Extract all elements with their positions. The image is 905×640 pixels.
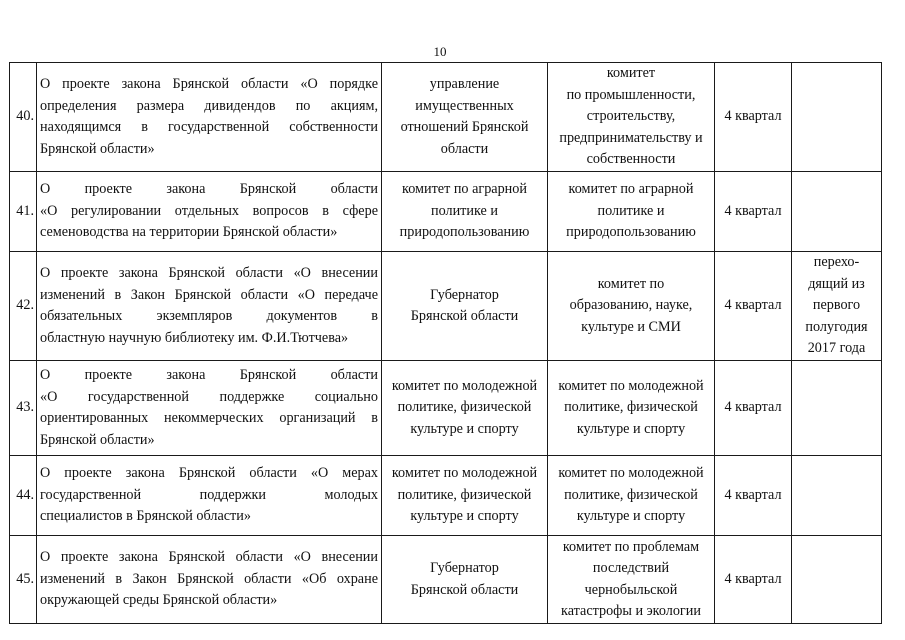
table-row xyxy=(10,361,882,456)
committee-cell xyxy=(548,172,715,252)
note-cell xyxy=(792,361,882,456)
legislative-plan-table xyxy=(9,62,882,624)
note-cell xyxy=(792,456,882,536)
committee-line: катастрофы и экологии xyxy=(561,603,701,619)
responsible-line: комитет по молодежной xyxy=(391,465,538,482)
note-cell xyxy=(792,172,882,252)
responsible-line: политике и xyxy=(431,202,498,219)
bill-title-line: государственной поддержки молодых xyxy=(40,486,378,503)
committee-line: культуре и спорту xyxy=(576,508,686,525)
bill-title-line: О проекте закона Брянской области xyxy=(40,181,378,198)
responsible-line: Губернатор xyxy=(430,286,499,303)
table-row xyxy=(10,63,882,172)
committee-line: комитет xyxy=(606,65,656,82)
period-cell: 4 квартал xyxy=(715,63,792,172)
committee-line: природопользованию xyxy=(566,224,696,241)
bill-title-line: О проекте закона Брянской области «О мерах xyxy=(40,465,378,482)
row-number: 42. xyxy=(10,252,37,361)
period-cell: 4 квартал xyxy=(715,252,792,361)
note-line: перехо- xyxy=(813,254,860,271)
bill-title-line: «О регулировании отдельных вопросов в сфере xyxy=(40,202,378,219)
bill-title-line: О проекте закона Брянской области «О порядке xyxy=(40,76,378,92)
bill-title-line: О проекте закона Брянской области «О внесении xyxy=(40,549,378,566)
responsible-line: Губернатор xyxy=(430,560,499,576)
committee-line: культуре и спорту xyxy=(576,420,686,437)
bill-title-line: находящимся в государственной собственности xyxy=(40,119,378,135)
responsible-line: культуре и спорту xyxy=(410,508,519,525)
responsible-line: отношений Брянской xyxy=(400,119,529,135)
responsible-line: политике, физической xyxy=(397,399,532,416)
period-cell: 4 квартал xyxy=(715,456,792,536)
committee-cell xyxy=(548,252,715,361)
committee-line: по промышленности, xyxy=(566,86,696,103)
responsible-cell xyxy=(382,456,548,536)
note-line: полугодия xyxy=(805,318,868,335)
bill-title xyxy=(37,456,382,536)
responsible-line: политике, физической xyxy=(397,486,532,503)
note-line: 2017 года xyxy=(807,340,866,357)
committee-line: комитет по xyxy=(597,275,665,292)
committee-line: строительству, xyxy=(586,108,676,125)
committee-line: образованию, науке, xyxy=(569,297,693,314)
responsible-line: области xyxy=(440,140,489,157)
responsible-line: управление xyxy=(429,76,500,92)
bill-title xyxy=(37,361,382,456)
responsible-line: Брянской области xyxy=(410,308,519,324)
committee-line: комитет по молодежной xyxy=(558,465,704,482)
responsible-line: комитет по молодежной xyxy=(391,377,538,394)
bill-title-line: обязательных экземпляров документов в xyxy=(40,308,378,324)
period-cell: 4 квартал xyxy=(715,361,792,456)
row-number: 44. xyxy=(10,456,37,536)
table-row xyxy=(10,252,882,361)
committee-line: комитет по молодежной xyxy=(558,377,704,394)
bill-title-line: областную научную библиотеку им. Ф.И.Тютчева» xyxy=(40,329,349,346)
table-row xyxy=(10,172,882,252)
table-row xyxy=(10,456,882,536)
committee-line: предпринимательству и xyxy=(559,129,703,146)
committee-line: политике, физической xyxy=(564,486,698,503)
bill-title-line: семеноводства на территории Брянской области» xyxy=(40,224,338,241)
bill-title-line: изменений в Закон Брянской области «Об охране xyxy=(40,570,378,587)
note-cell xyxy=(792,536,882,624)
responsible-cell xyxy=(382,536,548,624)
responsible-cell xyxy=(382,172,548,252)
responsible-line: комитет по аграрной xyxy=(402,181,527,198)
row-number: 43. xyxy=(10,361,37,456)
committee-line: комитет по проблемам xyxy=(562,538,700,555)
note-line: первого xyxy=(812,297,861,314)
note-cell xyxy=(792,252,882,361)
bill-title-line: определения размера дивидендов по акциям, xyxy=(40,97,378,114)
committee-line: собственности xyxy=(586,151,676,168)
responsible-line: природопользованию xyxy=(399,224,530,241)
responsible-line: имущественных xyxy=(415,97,514,114)
committee-line: культуре и СМИ xyxy=(581,318,681,335)
row-number: 41. xyxy=(10,172,37,252)
bill-title-line: окружающей среды Брянской области» xyxy=(40,592,278,609)
bill-title xyxy=(37,252,382,361)
responsible-line: Брянской области xyxy=(410,581,519,598)
committee-line: комитет по аграрной xyxy=(568,181,694,198)
committee-cell xyxy=(548,456,715,536)
committee-cell xyxy=(548,63,715,172)
committee-line: чернобыльской xyxy=(584,581,678,598)
bill-title xyxy=(37,63,382,172)
bill-title xyxy=(37,172,382,252)
row-number: 40. xyxy=(10,63,37,172)
bill-title-line: «О государственной поддержке социально xyxy=(40,388,378,405)
bill-title-line: О проекте закона Брянской области xyxy=(40,367,378,383)
bill-title-line: изменений в Закон Брянской области «О передаче xyxy=(40,286,378,303)
period-cell: 4 квартал xyxy=(715,172,792,252)
page-number: 10 xyxy=(433,44,447,59)
bill-title xyxy=(37,536,382,624)
responsible-cell xyxy=(382,252,548,361)
committee-cell xyxy=(548,536,715,624)
bill-title-line: О проекте закона Брянской области «О внесении xyxy=(40,265,378,281)
bill-title-line: специалистов в Брянской области» xyxy=(40,508,251,525)
row-number: 45. xyxy=(10,536,37,624)
committee-line: политике, физической xyxy=(564,399,698,416)
note-cell xyxy=(792,63,882,172)
responsible-line: культуре и спорту xyxy=(410,420,519,437)
note-line: дящий из xyxy=(808,275,865,292)
responsible-cell xyxy=(382,361,548,456)
committee-line: политике и xyxy=(597,202,665,219)
responsible-cell xyxy=(382,63,548,172)
committee-cell xyxy=(548,361,715,456)
bill-title-line: ориентированных некоммерческих организаций в xyxy=(40,410,378,426)
table-row xyxy=(10,536,882,624)
bill-title-line: Брянской области» xyxy=(40,431,155,448)
bill-title-line: Брянской области» xyxy=(40,140,155,157)
committee-line: последствий xyxy=(592,560,670,576)
period-cell: 4 квартал xyxy=(715,536,792,624)
